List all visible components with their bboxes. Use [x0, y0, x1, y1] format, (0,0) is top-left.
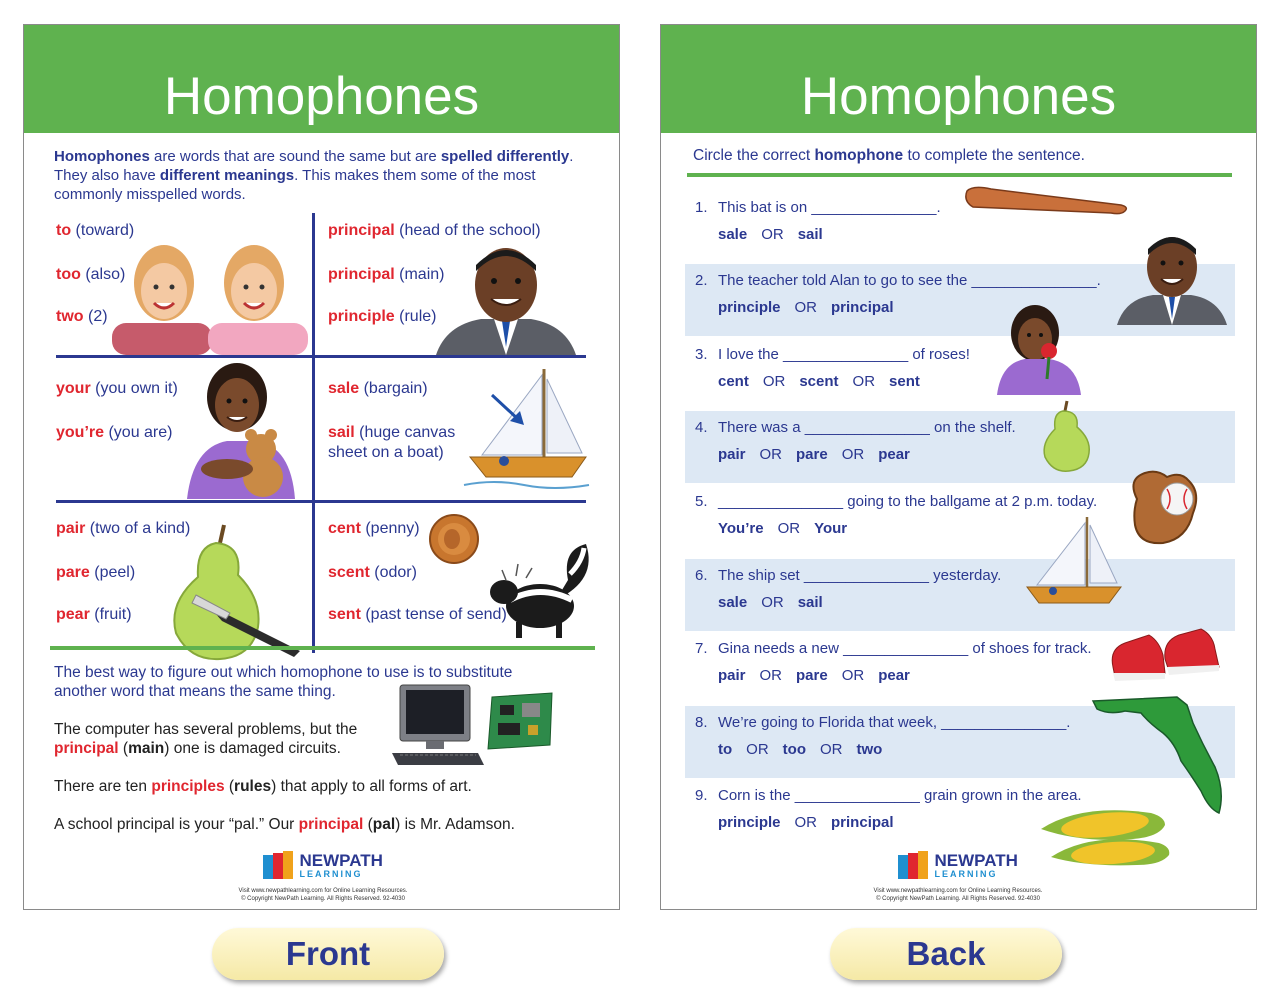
poster-title: Homophones: [163, 67, 480, 126]
baseball-bat-illustration: [961, 185, 1131, 221]
answer-option[interactable]: pair: [718, 667, 746, 684]
answer-option[interactable]: principle: [718, 299, 781, 316]
twin-girls-illustration: [112, 243, 312, 355]
principal-man-illustration: [436, 247, 576, 355]
or-separator: OR: [794, 299, 818, 316]
word-entry: principle (rule): [328, 308, 437, 325]
question-number: 1.: [695, 199, 708, 216]
word-entry: your (you own it): [56, 380, 178, 397]
answer-option[interactable]: too: [782, 741, 806, 758]
or-separator: OR: [761, 594, 784, 611]
answer-option[interactable]: You’re: [718, 520, 764, 537]
or-separator: OR: [777, 520, 801, 537]
newpath-logo-icon: [898, 851, 930, 881]
example-sentence: There are ten principles (rules) that apply to all forms of art.: [54, 778, 472, 795]
word-entry: pear (fruit): [56, 606, 132, 623]
grid-divider-horizontal: [56, 355, 586, 358]
grid-divider-vertical: [312, 213, 315, 653]
answer-options: [718, 373, 920, 390]
answer-options: [718, 226, 823, 243]
question-number: 6.: [695, 567, 708, 584]
answer-option[interactable]: pair: [718, 446, 746, 463]
newpath-logo: NEWPATH LEARNING: [858, 851, 1058, 881]
word-entry: principal (head of the school): [328, 222, 541, 239]
word-entry: sale (bargain): [328, 380, 428, 397]
answer-options: [718, 446, 910, 463]
question-text: Corn is the _______________ grain grown in the area.: [718, 787, 1082, 804]
answer-option[interactable]: pear: [878, 446, 910, 463]
answer-option[interactable]: sail: [797, 226, 823, 243]
answer-option[interactable]: sale: [718, 226, 748, 243]
word-entry: pair (two of a kind): [56, 520, 191, 537]
footer-text: Visit www.newpathlearning.com for Online Learning Resources. © Copyright NewPath Learning. All Rights Reserved. 92-4030: [238, 888, 408, 902]
question-number: 5.: [695, 493, 708, 510]
or-separator: OR: [841, 446, 865, 463]
answer-option[interactable]: sale: [718, 594, 748, 611]
answer-options: [718, 299, 894, 316]
girl-smelling-rose-illustration: [993, 303, 1085, 395]
word-entry: you’re (you are): [56, 424, 173, 441]
or-separator: OR: [759, 446, 783, 463]
question-text: _______________ going to the ballgame at 2 p.m. today.: [718, 493, 1098, 510]
answer-options: [718, 594, 823, 611]
answer-option[interactable]: pare: [796, 667, 828, 684]
answer-option[interactable]: principle: [718, 814, 781, 831]
sailboat-illustration: [1023, 515, 1123, 611]
answer-option[interactable]: two: [856, 741, 883, 758]
intro-text: Homophones are words that are sound the same but are spelled differently. They also have different meanings. This makes them some of the most commonly misspelled words.: [54, 148, 574, 203]
word-entry: principal (main): [328, 266, 445, 283]
or-separator: OR: [762, 373, 786, 390]
poster-title: Homophones: [800, 67, 1117, 126]
circuit-board-illustration: [486, 693, 556, 751]
answer-option[interactable]: principal: [831, 814, 894, 831]
newpath-logo: NEWPATH LEARNING: [223, 851, 423, 881]
grid-divider-horizontal: [56, 500, 586, 503]
newpath-logo-icon: [263, 851, 295, 881]
example-sentence: A school principal is your “pal.” Our principal (pal) is Mr. Adamson.: [54, 816, 515, 833]
section-divider: [687, 173, 1232, 177]
footer-text: Visit www.newpathlearning.com for Online Learning Resources. © Copyright NewPath Learning. All Rights Reserved. 92-4030: [873, 888, 1043, 902]
answer-option[interactable]: cent: [718, 373, 749, 390]
title-banner: [24, 25, 619, 133]
question-text: The teacher told Alan to go to see the _______________.: [718, 272, 1101, 289]
question-text: This bat is on _______________.: [718, 199, 941, 216]
answer-option[interactable]: to: [718, 741, 733, 758]
word-entry: scent (odor): [328, 564, 417, 581]
computer-illustration: [392, 685, 484, 771]
back-button[interactable]: Back: [830, 928, 1062, 980]
or-separator: OR: [794, 814, 818, 831]
question-text: Gina needs a new _______________ of shoes for track.: [718, 640, 1092, 657]
question-text: We’re going to Florida that week, _______________.: [718, 714, 1071, 731]
question-text: I love the _______________ of roses!: [718, 346, 970, 363]
penny-illustration: [428, 513, 480, 565]
girl-with-teddy-illustration: [187, 361, 299, 499]
word-entry: pare (peel): [56, 564, 136, 581]
question-number: 9.: [695, 787, 708, 804]
pear-illustration: [1041, 401, 1093, 473]
question-number: 7.: [695, 640, 708, 657]
answer-options: [718, 520, 847, 537]
answer-options: [718, 814, 894, 831]
word-entry: sent (past tense of send): [328, 606, 507, 623]
pear-with-knife-illustration: [156, 523, 306, 663]
question-text: The ship set _______________ yesterday.: [718, 567, 1002, 584]
or-separator: OR: [852, 373, 876, 390]
answer-option[interactable]: sent: [889, 373, 920, 390]
question-row: [685, 338, 1235, 410]
or-separator: OR: [761, 226, 784, 243]
section-divider: [50, 646, 595, 650]
answer-option[interactable]: principal: [831, 299, 894, 316]
answer-options: [718, 741, 882, 758]
title-banner: [661, 25, 1256, 133]
sailboat-illustration: [464, 365, 589, 495]
question-text: There was a _______________ on the shelf.: [718, 419, 1016, 436]
example-sentence: The computer has several problems, but the principal (main) one is damaged circuits.: [54, 721, 358, 757]
principal-man-illustration: [1117, 235, 1227, 325]
question-number: 8.: [695, 714, 708, 731]
answer-option[interactable]: Your: [814, 520, 848, 537]
word-entry: two (2): [56, 308, 108, 325]
word-entry: too (also): [56, 266, 126, 283]
question-row: [685, 559, 1235, 631]
or-separator: OR: [841, 667, 865, 684]
question-number: 2.: [695, 272, 708, 289]
question-number: 3.: [695, 346, 708, 363]
instruction-text: Circle the correct homophone to complete the sentence.: [693, 147, 1085, 164]
tip-text: The best way to figure out which homophone to use is to substitute another word that means the same thing.: [54, 664, 513, 700]
sneakers-illustration: [1109, 625, 1221, 689]
or-separator: OR: [759, 667, 783, 684]
or-separator: OR: [746, 741, 769, 758]
word-entry: sail (huge canvas sheet on a boat): [328, 424, 456, 461]
word-entry: to (toward): [56, 222, 135, 239]
skunk-illustration: [486, 540, 598, 640]
answer-option[interactable]: pare: [796, 446, 828, 463]
answer-option[interactable]: sail: [797, 594, 823, 611]
back-poster: [660, 24, 1257, 910]
front-button[interactable]: Front: [212, 928, 444, 980]
front-poster: [23, 24, 620, 910]
question-number: 4.: [695, 419, 708, 436]
corn-illustration: [1041, 799, 1171, 869]
answer-option[interactable]: pear: [878, 667, 910, 684]
word-entry: cent (penny): [328, 520, 420, 537]
answer-option[interactable]: scent: [799, 373, 839, 390]
or-separator: OR: [820, 741, 843, 758]
baseball-glove-illustration: [1127, 469, 1203, 547]
answer-options: [718, 667, 910, 684]
